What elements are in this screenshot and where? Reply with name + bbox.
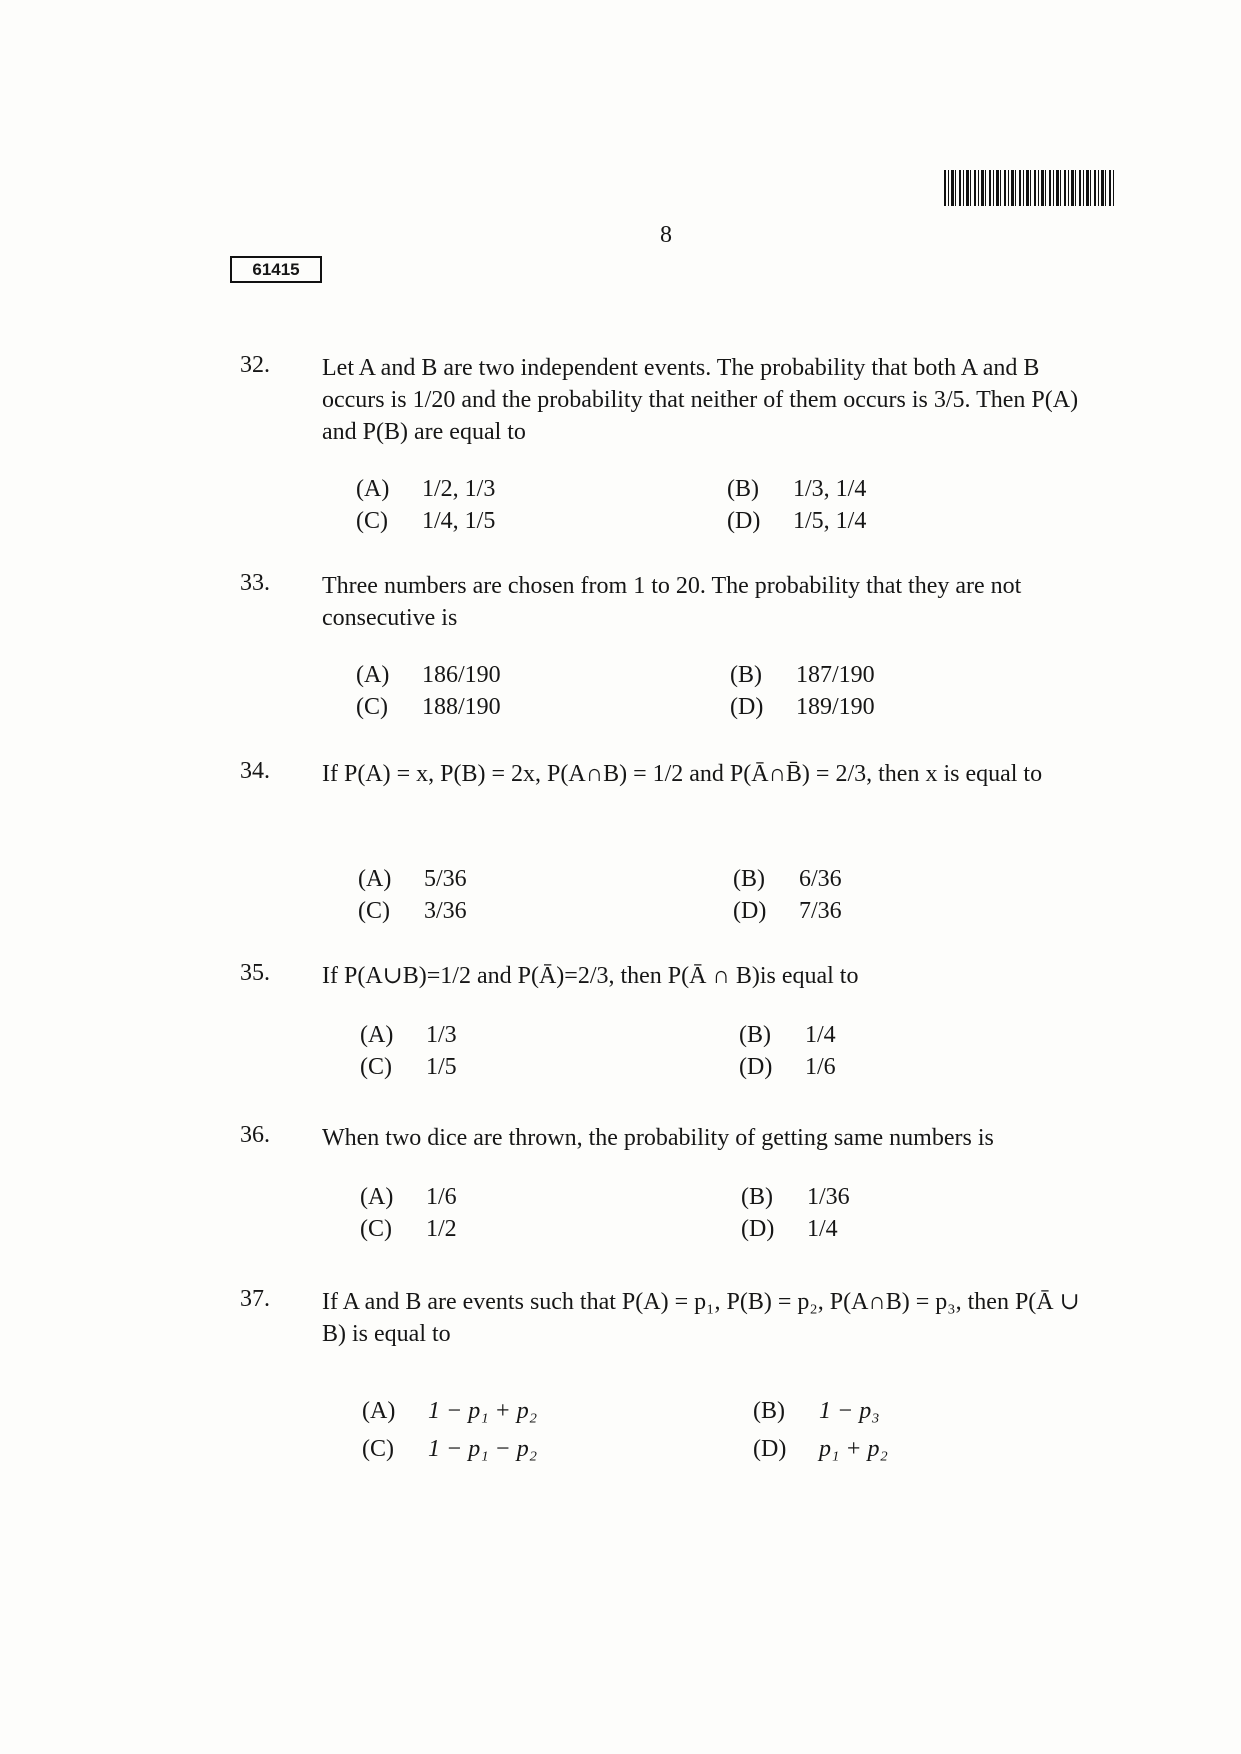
question-text: If P(A∪B)=1/2 and P(Ā)=2/3, then P(Ā ∩ B)is equal to bbox=[322, 963, 859, 989]
barcode bbox=[944, 170, 1114, 206]
question-number: 36. bbox=[240, 1122, 270, 1148]
option-a[interactable]: (A) 1 − p₁ + p₂ bbox=[362, 1398, 538, 1424]
page-number: 8 bbox=[660, 222, 672, 248]
option-a[interactable]: (A) 5/36 bbox=[358, 866, 467, 892]
option-c[interactable]: (C) 1/4, 1/5 bbox=[356, 508, 496, 534]
question-text: When two dice are thrown, the probability of getting same numbers is bbox=[322, 1125, 994, 1151]
option-c[interactable]: (C) 1 − p₁ − p₂ bbox=[362, 1436, 538, 1462]
option-b[interactable]: (B) 1/4 bbox=[739, 1022, 836, 1048]
paper-code-box: 61415 bbox=[230, 256, 322, 283]
question-number: 37. bbox=[240, 1286, 270, 1312]
option-d[interactable]: (D) 1/4 bbox=[741, 1216, 838, 1242]
option-d[interactable]: (D) 189/190 bbox=[730, 694, 875, 720]
question-number: 35. bbox=[240, 960, 270, 986]
option-b[interactable]: (B) 1 − p₃ bbox=[753, 1398, 880, 1424]
option-a[interactable]: (A) 1/6 bbox=[360, 1184, 457, 1210]
option-d[interactable]: (D) 1/5, 1/4 bbox=[727, 508, 867, 534]
question-number: 32. bbox=[240, 352, 270, 378]
question-text: Let A and B are two independent events. The probability that both A and B occurs is 1/20 and the probability that neither of them occurs is 3/5. Then P(A) and P(B) are equal to bbox=[322, 355, 1079, 445]
option-d[interactable]: (D) 1/6 bbox=[739, 1054, 836, 1080]
option-c[interactable]: (C) 1/2 bbox=[360, 1216, 457, 1242]
question-number: 33. bbox=[240, 570, 270, 596]
question-number: 34. bbox=[240, 758, 270, 784]
option-b[interactable]: (B) 6/36 bbox=[733, 866, 842, 892]
question-text: If A and B are events such that P(A) = p₁, P(B) = p₂, P(A∩B) = p₃, then P(Ā ∪ B) is equal to bbox=[322, 1289, 1080, 1347]
option-a[interactable]: (A) 1/3 bbox=[360, 1022, 457, 1048]
option-c[interactable]: (C) 1/5 bbox=[360, 1054, 457, 1080]
option-a[interactable]: (A) 186/190 bbox=[356, 662, 501, 688]
question-text: If P(A) = x, P(B) = 2x, P(A∩B) = 1/2 and P(Ā∩B̄) = 2/3, then x is equal to bbox=[322, 761, 1043, 787]
option-b[interactable]: (B) 1/3, 1/4 bbox=[727, 476, 867, 502]
option-b[interactable]: (B) 1/36 bbox=[741, 1184, 850, 1210]
option-b[interactable]: (B) 187/190 bbox=[730, 662, 875, 688]
option-d[interactable]: (D) p₁ + p₂ bbox=[753, 1436, 888, 1462]
option-c[interactable]: (C) 188/190 bbox=[356, 694, 501, 720]
option-d[interactable]: (D) 7/36 bbox=[733, 898, 842, 924]
option-c[interactable]: (C) 3/36 bbox=[358, 898, 467, 924]
option-a[interactable]: (A) 1/2, 1/3 bbox=[356, 476, 496, 502]
question-text: Three numbers are chosen from 1 to 20. The probability that they are not consecutive is bbox=[322, 573, 1022, 631]
